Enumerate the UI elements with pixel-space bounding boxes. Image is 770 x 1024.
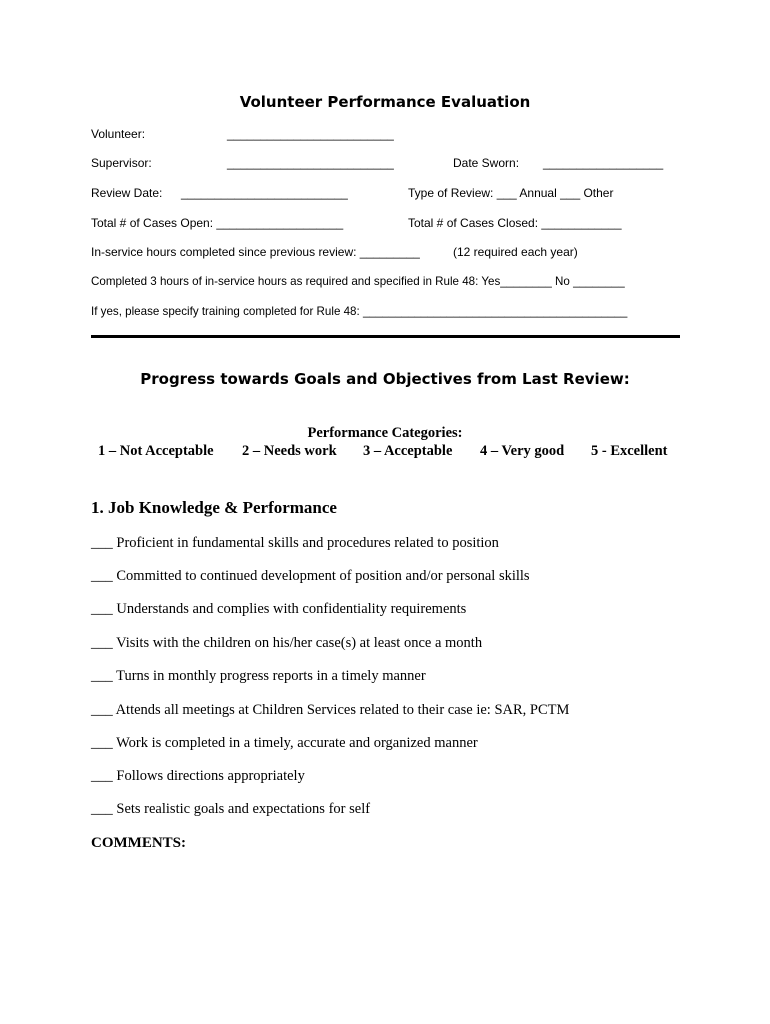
category-5: 5 - Excellent xyxy=(591,443,668,459)
inservice-required-note: (12 required each year) xyxy=(453,245,578,259)
list-item[interactable]: ___ Committed to continued development of position and/or personal skills xyxy=(91,568,530,584)
list-item[interactable]: ___ Turns in monthly progress reports in a timely manner xyxy=(91,668,426,684)
divider-line xyxy=(91,335,680,338)
category-4: 4 – Very good xyxy=(480,443,565,459)
cases-open[interactable]: Total # of Cases Open: ___________________ xyxy=(91,216,344,230)
supervisor-blank[interactable]: _________________________ xyxy=(227,156,394,170)
progress-heading: Progress towards Goals and Objectives from Last Review: xyxy=(140,370,630,388)
rule48-completed[interactable]: Completed 3 hours of in-service hours as required and specified in Rule 48: Yes________ No ________ xyxy=(91,275,625,288)
list-item[interactable]: ___ Proficient in fundamental skills and procedures related to position xyxy=(91,535,499,551)
category-2: 2 – Needs work xyxy=(242,443,337,459)
list-item[interactable]: ___ Visits with the children on his/her case(s) at least once a month xyxy=(91,635,483,651)
volunteer-label: Volunteer: xyxy=(91,127,146,141)
category-1: 1 – Not Acceptable xyxy=(98,443,214,459)
date-sworn-blank[interactable]: __________________ xyxy=(543,156,664,170)
list-item[interactable]: ___ Understands and complies with confidentiality requirements xyxy=(91,601,467,617)
category-3: 3 – Acceptable xyxy=(363,443,453,459)
comments-label: COMMENTS: xyxy=(91,835,186,851)
section-heading-job-knowledge: 1. Job Knowledge & Performance xyxy=(91,498,337,517)
review-date-blank[interactable]: _________________________ xyxy=(181,186,348,200)
date-sworn-label: Date Sworn: xyxy=(453,156,520,170)
rule48-training[interactable]: If yes, please specify training completed for Rule 48: _________________________________________ xyxy=(91,305,628,318)
list-item[interactable]: ___ Follows directions appropriately xyxy=(91,768,305,784)
supervisor-label: Supervisor: xyxy=(91,156,152,170)
list-item[interactable]: ___ Work is completed in a timely, accurate and organized manner xyxy=(91,735,478,751)
cases-closed[interactable]: Total # of Cases Closed: ____________ xyxy=(408,216,622,230)
list-item[interactable]: ___ Sets realistic goals and expectations for self xyxy=(91,801,371,817)
form-title: Volunteer Performance Evaluation xyxy=(239,93,531,111)
review-date-label: Review Date: xyxy=(91,186,163,200)
type-of-review[interactable]: Type of Review: ___ Annual ___ Other xyxy=(408,186,614,200)
volunteer-blank[interactable]: _________________________ xyxy=(227,127,394,141)
list-item[interactable]: ___ Attends all meetings at Children Services related to their case ie: SAR, PCTM xyxy=(91,702,570,718)
inservice-hours[interactable]: In-service hours completed since previous review: _________ xyxy=(91,245,420,259)
performance-categories-heading: Performance Categories: xyxy=(307,425,463,441)
